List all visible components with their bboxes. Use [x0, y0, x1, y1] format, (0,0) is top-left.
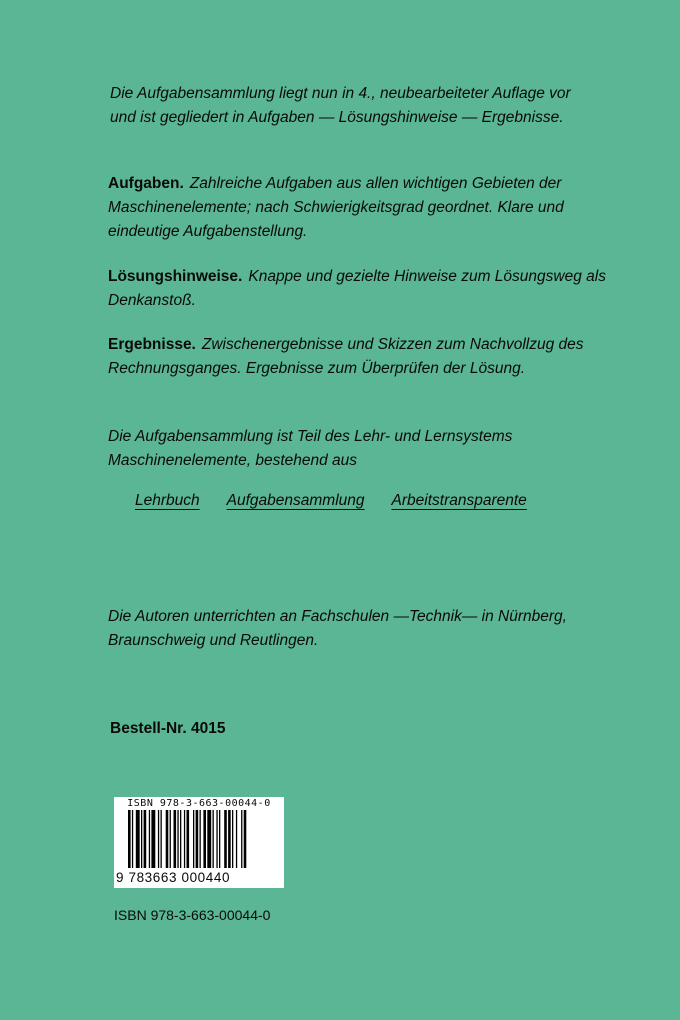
system-components [135, 492, 527, 510]
barcode-bar [244, 810, 247, 868]
barcode-bar [128, 810, 131, 868]
loesungshinweise-paragraph [108, 265, 628, 313]
barcode-bar [224, 810, 227, 868]
barcode-bar [236, 810, 237, 868]
barcode-bar [219, 810, 220, 868]
loesungshinweise-heading: Lösungshinweise. [108, 268, 243, 285]
barcode-bar [158, 810, 159, 868]
barcode-bar [132, 810, 133, 868]
barcode-digits: 9 783663 000440 [116, 870, 231, 885]
barcode-bar [177, 810, 178, 868]
system-line-2: Maschinenelemente, bestehend aus [108, 452, 358, 469]
barcode-bar [228, 810, 231, 868]
barcode-bar [203, 810, 206, 868]
aufgaben-paragraph [108, 172, 628, 244]
barcode-isbn-label: ISBN 978-3-663-00044-0 [127, 798, 271, 809]
component-lehrbuch: Lehrbuch [135, 492, 200, 509]
barcode-bar [170, 810, 171, 868]
isbn-text: ISBN 978-3-663-00044-0 [114, 907, 271, 923]
barcode-bar [166, 810, 169, 868]
component-aufgabensammlung: Aufgabensammlung [226, 492, 365, 509]
intro-line-1: Die Aufgabensammlung liegt nun in 4., neubearbeiteter Auflage vor [110, 85, 571, 102]
barcode-bar [136, 810, 140, 868]
ergebnisse-heading: Ergebnisse. [108, 336, 196, 353]
order-number: Bestell-Nr. 4015 [110, 720, 226, 737]
component-arbeitstransparente: Arbeitstransparente [391, 492, 527, 509]
barcode-bar [151, 810, 155, 868]
barcode-bar [174, 810, 177, 868]
intro-paragraph [110, 82, 630, 130]
barcode-bar [213, 810, 214, 868]
barcode-bar [184, 810, 185, 868]
ergebnisse-text: Zwischenergebnisse und Skizzen zum Nachvollzug des Rechnungsganges. Ergebnisse zum Überprüfen der Lösung. [108, 336, 584, 377]
ergebnisse-paragraph [108, 333, 628, 381]
system-paragraph [108, 425, 628, 473]
barcode-bars [126, 810, 276, 872]
barcode-bar [141, 810, 142, 868]
barcode-bar [216, 810, 217, 868]
aufgaben-heading: Aufgaben. [108, 175, 184, 192]
barcode-bar [144, 810, 147, 868]
barcode-bar [161, 810, 162, 868]
loesungshinweise-text: Knappe und gezielte Hinweise zum Lösungsweg als Denkanstoß. [108, 268, 606, 309]
barcode-bar [193, 810, 194, 868]
autoren-paragraph [108, 605, 628, 653]
isbn-barcode [114, 797, 284, 888]
barcode-bar [241, 810, 242, 868]
aufgaben-text: Zahlreiche Aufgaben aus allen wichtigen Gebieten der Maschinenelemente; nach Schwierigkeitsgrad geordnet. Klare und eindeutige Aufgabenstellung. [108, 175, 564, 240]
barcode-bar [180, 810, 181, 868]
autoren-line-1: Die Autoren unterrichten an Fachschulen —Technik— in Nürnberg, [108, 608, 567, 625]
barcode-bar [232, 810, 233, 868]
barcode-bar [207, 810, 211, 868]
barcode-bar [200, 810, 201, 868]
autoren-line-2: Braunschweig und Reutlingen. [108, 632, 319, 649]
intro-line-2: und ist gegliedert in Aufgaben — Lösungshinweise — Ergebnisse. [110, 109, 564, 126]
system-line-1: Die Aufgabensammlung ist Teil des Lehr- und Lernsystems [108, 428, 513, 445]
barcode-bar [149, 810, 150, 868]
barcode-bar [187, 810, 190, 868]
barcode-bar [196, 810, 199, 868]
